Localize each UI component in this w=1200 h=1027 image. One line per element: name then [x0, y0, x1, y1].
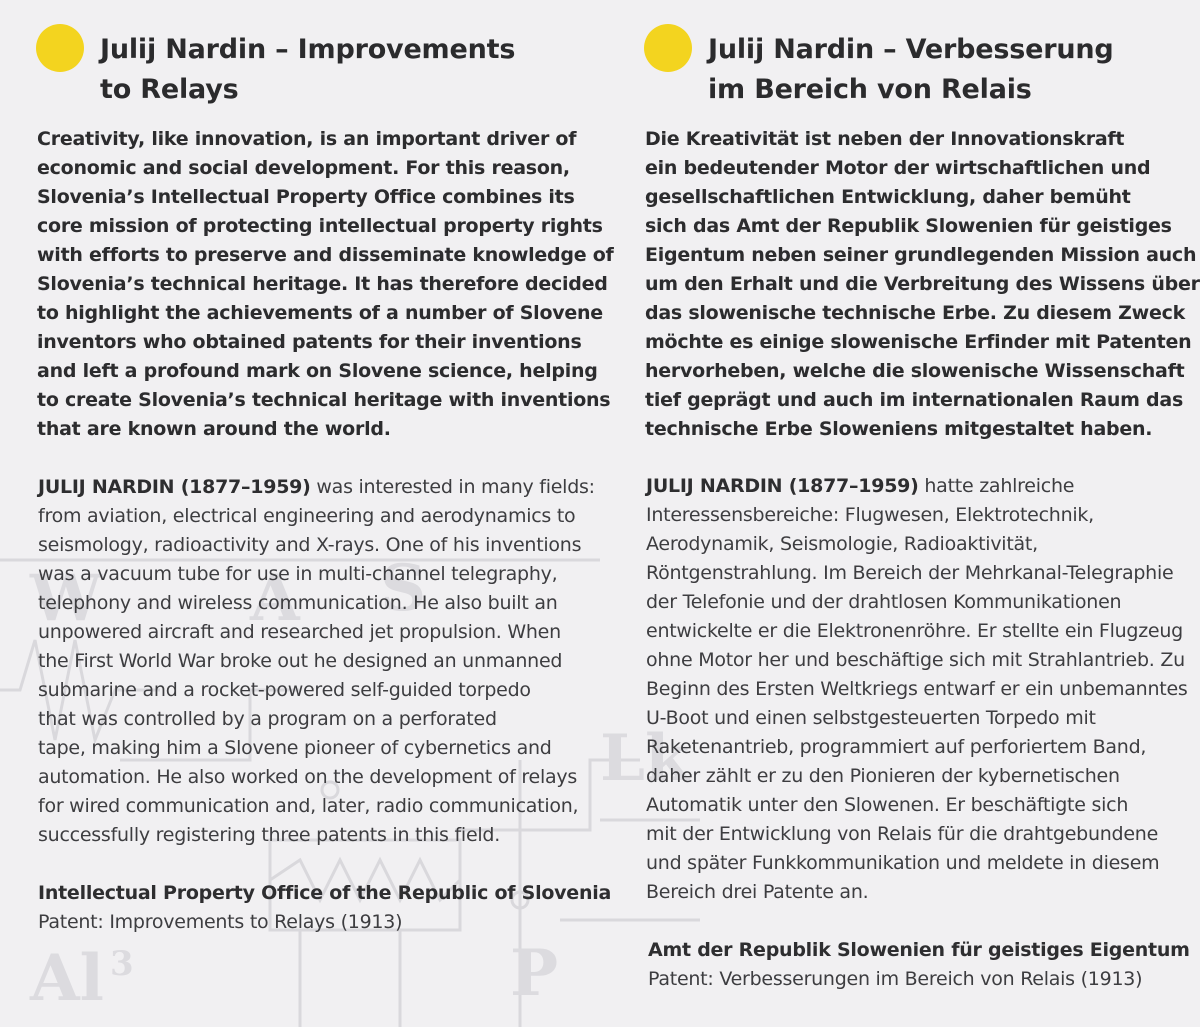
text-line: from aviation, electrical engineering and aerodynamics to	[38, 505, 576, 527]
text-line: Aerodynamik, Seismologie, Radioaktivität,	[646, 533, 1038, 555]
text-line: submarine and a rocket-powered self-guided torpedo	[38, 679, 531, 701]
text-line: was a vacuum tube for use in multi-channel telegraphy,	[38, 563, 558, 585]
text-line: und später Funkkommunikation und meldete in diesem	[646, 852, 1160, 874]
text-line: seismology, radioactivity and X-rays. One of his inventions	[38, 534, 582, 556]
text-line: economic and social development. For this reason,	[37, 157, 570, 179]
text-line: automation. He also worked on the development of relays	[38, 766, 578, 788]
text-line: möchte es einige slowenische Erfinder mit Patenten	[645, 331, 1192, 353]
drawing-letter: 3	[110, 944, 134, 984]
title-line: to Relays	[100, 74, 239, 105]
inventor-name: JULIJ NARDIN (1877–1959)	[646, 475, 919, 497]
text-line: Slovenia’s technical heritage. It has therefore decided	[37, 273, 608, 295]
text-line: gesellschaftlichen Entwicklung, daher bemüht	[645, 186, 1131, 208]
text-line: um den Erhalt und die Verbreitung des Wissens über	[645, 273, 1200, 295]
text-line: technische Erbe Sloweniens mitgestaltet haben.	[645, 418, 1153, 440]
german-patent-line: Patent: Verbesserungen im Bereich von Relais (1913)	[648, 968, 1143, 990]
text-line: the First World War broke out he designed an unmanned	[38, 650, 563, 672]
text-line: der Telefonie und der drahtlosen Kommunikationen	[646, 591, 1122, 613]
inventor-name: JULIJ NARDIN (1877–1959)	[38, 476, 311, 498]
english-title	[100, 30, 515, 110]
text-line: Automatik unter den Slowenen. Er beschäftigte sich	[646, 794, 1129, 816]
title-line: Julij Nardin – Improvements	[100, 34, 516, 65]
text-line: Interessensbereiche: Flugwesen, Elektrotechnik,	[646, 504, 1094, 526]
text-line: Die Kreativität ist neben der Innovationskraft	[645, 128, 1125, 150]
text-line: that was controlled by a program on a perforated	[38, 708, 497, 730]
text-line: tief geprägt und auch im internationalen Raum das	[645, 389, 1184, 411]
text-line: mit der Entwicklung von Relais für die drahtgebundene	[646, 823, 1159, 845]
drawing-letter: A	[250, 561, 300, 636]
text-line: telephony and wireless communication. He also built an	[38, 592, 558, 614]
text-line: to create Slovenia’s technical heritage with inventions	[37, 389, 611, 411]
german-title	[708, 30, 1114, 110]
english-office-name: Intellectual Property Office of the Republic of Slovenia	[38, 882, 612, 904]
english-biography-paragraph	[38, 473, 595, 850]
text-line: U-Boot und einen selbstgesteuerten Torpedo mit	[646, 707, 1096, 729]
text-line: that are known around the world.	[37, 418, 391, 440]
text-line: core mission of protecting intellectual property rights	[37, 215, 603, 237]
text-line: Röntgenstrahlung. Im Bereich der Mehrkanal-Telegraphie	[646, 562, 1174, 584]
title-line: im Bereich von Relais	[708, 74, 1032, 105]
drawing-letter: P	[510, 936, 559, 1011]
text-line: hervorheben, welche die slowenische Wissenschaft	[645, 360, 1185, 382]
german-office-name: Amt der Republik Slowenien für geistiges Eigentum	[648, 939, 1190, 961]
text-line: entwickelte er die Elektronenröhre. Er stellte ein Flugzeug	[646, 620, 1183, 642]
yellow-dot-marker	[36, 24, 84, 72]
drawing-letter: W	[30, 561, 102, 636]
text-line: Raketenantrieb, programmiert auf perforiertem Band,	[646, 736, 1147, 758]
text-line: Beginn des Ersten Weltkriegs entwarf er ein unbemanntes	[646, 678, 1188, 700]
text-line: daher zählt er zu den Pionieren der kybernetischen	[646, 765, 1120, 787]
title-line: Julij Nardin – Verbesserung	[708, 34, 1114, 65]
text-line: das slowenische technische Erbe. Zu diesem Zweck	[645, 302, 1186, 324]
text-line: Bereich drei Patente an.	[646, 881, 869, 903]
text-line: inventors who obtained patents for their inventions	[37, 331, 582, 353]
german-intro-paragraph	[645, 125, 1200, 444]
text-line: unpowered aircraft and researched jet propulsion. When	[38, 621, 561, 643]
text-line: sich das Amt der Republik Slowenien für geistiges	[645, 215, 1172, 237]
text-line: Slovenia’s Intellectual Property Office combines its	[37, 186, 575, 208]
text-line: Creativity, like innovation, is an important driver of	[37, 128, 577, 150]
text-line: and left a profound mark on Slovene science, helping	[37, 360, 598, 382]
text-line: Eigentum neben seiner grundlegenden Mission auch	[645, 244, 1197, 266]
german-biography-paragraph	[646, 472, 1188, 907]
text-line: hatte zahlreiche	[918, 475, 1075, 497]
text-line: successfully registering three patents in this field.	[38, 824, 501, 846]
text-line: for wired communication and, later, radio communication,	[38, 795, 579, 817]
drawing-letter: Lk	[600, 721, 690, 796]
english-intro-paragraph	[37, 125, 614, 444]
text-line: ein bedeutender Motor der wirtschaftlichen und	[645, 157, 1151, 179]
yellow-dot-marker	[644, 24, 692, 72]
text-line: with efforts to preserve and disseminate knowledge of	[37, 244, 614, 266]
text-line: tape, making him a Slovene pioneer of cybernetics and	[38, 737, 552, 759]
drawing-letter: S	[380, 551, 427, 626]
english-patent-line: Patent: Improvements to Relays (1913)	[38, 911, 403, 933]
text-line: was interested in many fields:	[310, 476, 595, 498]
drawing-letter: Al	[30, 941, 104, 1016]
text-line: ohne Motor her und beschäftige sich mit Strahlantrieb. Zu	[646, 649, 1185, 671]
text-line: to highlight the achievements of a number of Slovene	[37, 302, 603, 324]
